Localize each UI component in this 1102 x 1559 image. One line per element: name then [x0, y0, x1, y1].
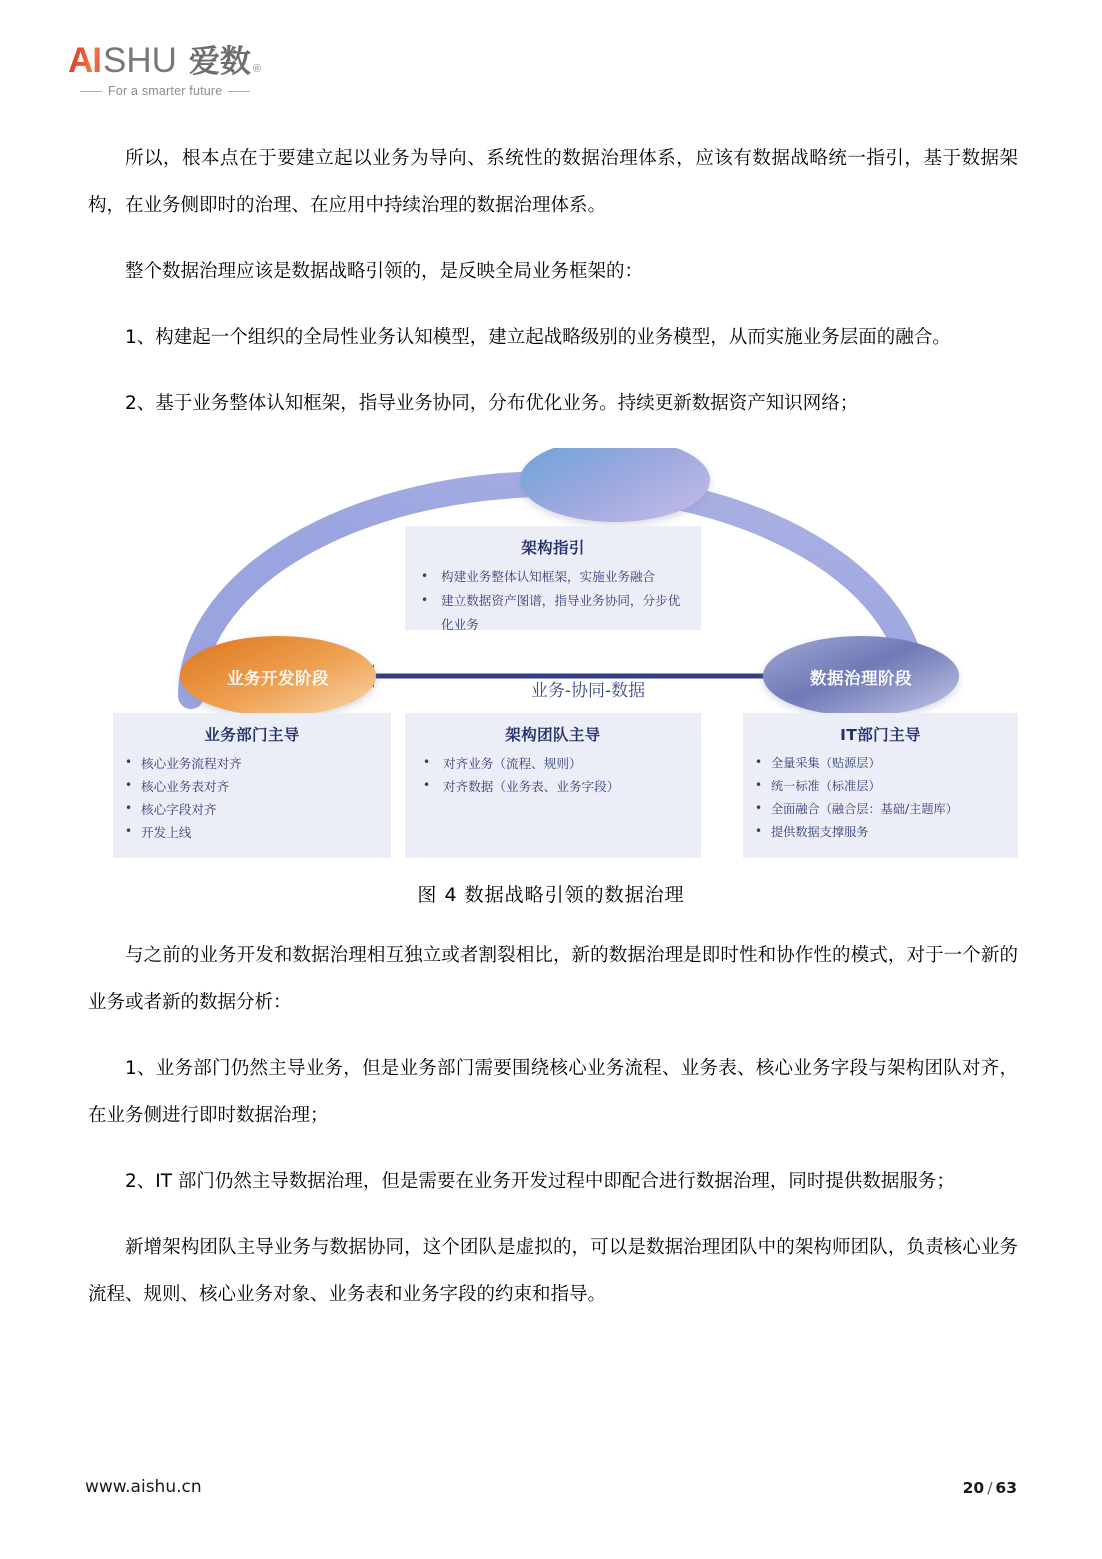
logo-chinese-text: 爱数: [188, 44, 251, 80]
page-footer: [0, 1477, 1102, 1501]
logo-shu-text: SHU: [103, 41, 177, 80]
panel-business-dept-led: [113, 713, 391, 858]
node-label-right: 数据治理阶段: [810, 669, 912, 688]
list-item: • 统一标准（标准层）: [755, 775, 1006, 798]
paragraph-4: 2、基于业务整体认知框架，指导业务协同，分布优化业务。持续更新数据资产知识网络；: [125, 393, 859, 414]
list-item: • 全面融合（融合层：基础/主题库）: [755, 798, 1006, 821]
arrow-label: 业务-协同-数据: [530, 681, 646, 701]
logo-tagline: [80, 84, 280, 98]
paragraph-1: 所以，根本点在于要建立起以业务为导向、系统性的数据治理体系，应该有数据战略统一指引，基于数据架构，在业务侧即时的治理、在应用中持续治理的数据治理体系。: [88, 148, 1018, 216]
list-item: • 对齐数据（业务表、业务字段）: [417, 775, 689, 798]
panel-it-dept-led-title: IT部门主导: [840, 726, 921, 744]
footer-page-total: 63: [995, 1479, 1017, 1497]
list-item: • 开发上线: [125, 821, 379, 844]
panel-arch-guidance-list: [417, 565, 689, 637]
registered-trademark-icon: ®: [252, 63, 262, 75]
paragraph-7: 2、IT 部门仍然主导数据治理，但是需要在业务开发过程中即配合进行数据治理，同时提供数据服务；: [125, 1171, 955, 1192]
list-item: • 核心业务表对齐: [125, 775, 379, 798]
footer-page-current: 20: [962, 1479, 985, 1497]
panel-arch-guidance-title: 架构指引: [521, 539, 585, 557]
list-item: • 核心业务流程对齐: [125, 752, 379, 775]
node-ellipse-left: [180, 636, 376, 716]
panel-architecture-team-led-list: [417, 752, 689, 798]
paragraph-6: 1、业务部门仍然主导业务，但是业务部门需要围绕核心业务流程、业务表、核心业务字段与架构团队对齐，在业务侧进行即时数据治理；: [88, 1058, 1018, 1126]
figure-data-strategy-governance: [88, 448, 1018, 873]
footer-page-separator: /: [987, 1479, 993, 1497]
page-header: [68, 36, 308, 108]
list-item: • 核心字段对齐: [125, 798, 379, 821]
document-body-lower: [88, 932, 1018, 1337]
node-label-left: 业务开发阶段: [227, 669, 329, 688]
panel-it-dept-led: [743, 713, 1018, 858]
tagline-left-rule-icon: [80, 91, 102, 92]
figure-caption: 图 4 数据战略引领的数据治理: [417, 884, 685, 906]
aishu-logo: [68, 36, 308, 80]
logo-ai-text: AI: [68, 41, 101, 80]
paragraph-3: 1、构建起一个组织的全局性业务认知模型，建立起战略级别的业务模型，从而实施业务层面的融合。: [125, 327, 951, 348]
list-item: • 对齐业务（流程、规则）: [417, 752, 689, 775]
tagline-text: For a smarter future: [108, 84, 223, 98]
panel-it-dept-led-list: [755, 752, 1006, 844]
paragraph-2: 整个数据治理应该是数据战略引领的，是反映全局业务框架的：: [125, 261, 644, 282]
tagline-right-rule-icon: [228, 91, 250, 92]
panel-business-dept-led-title: 业务部门主导: [204, 726, 300, 744]
document-body-upper: [88, 135, 1018, 446]
paragraph-5: 与之前的业务开发和数据治理相互独立或者割裂相比，新的数据治理是即时性和协作性的模式，对于一个新的业务或者新的数据分析：: [88, 945, 1018, 1013]
panel-business-dept-led-list: [125, 752, 379, 844]
footer-page-number: [963, 1479, 1017, 1497]
panel-architecture-team-led-title: 架构团队主导: [505, 726, 601, 744]
list-item: • 全量采集（贴源层）: [755, 752, 1006, 775]
list-item: • 构建业务整体认知框架，实施业务融合: [417, 565, 689, 589]
panel-arch-guidance: [405, 526, 701, 630]
footer-website-url: www.aishu.cn: [85, 1477, 202, 1497]
list-item: • 建立数据资产图谱，指导业务协同，分步优化业务: [417, 589, 689, 637]
paragraph-8: 新增架构团队主导业务与数据协同，这个团队是虚拟的，可以是数据治理团队中的架构师团队，负责核心业务流程、规则、核心业务对象、业务表和业务字段的约束和指导。: [88, 1237, 1018, 1305]
list-item: • 提供数据支撑服务: [755, 821, 1006, 844]
panel-architecture-team-led: [405, 713, 701, 858]
node-ellipse-right: [763, 636, 959, 716]
